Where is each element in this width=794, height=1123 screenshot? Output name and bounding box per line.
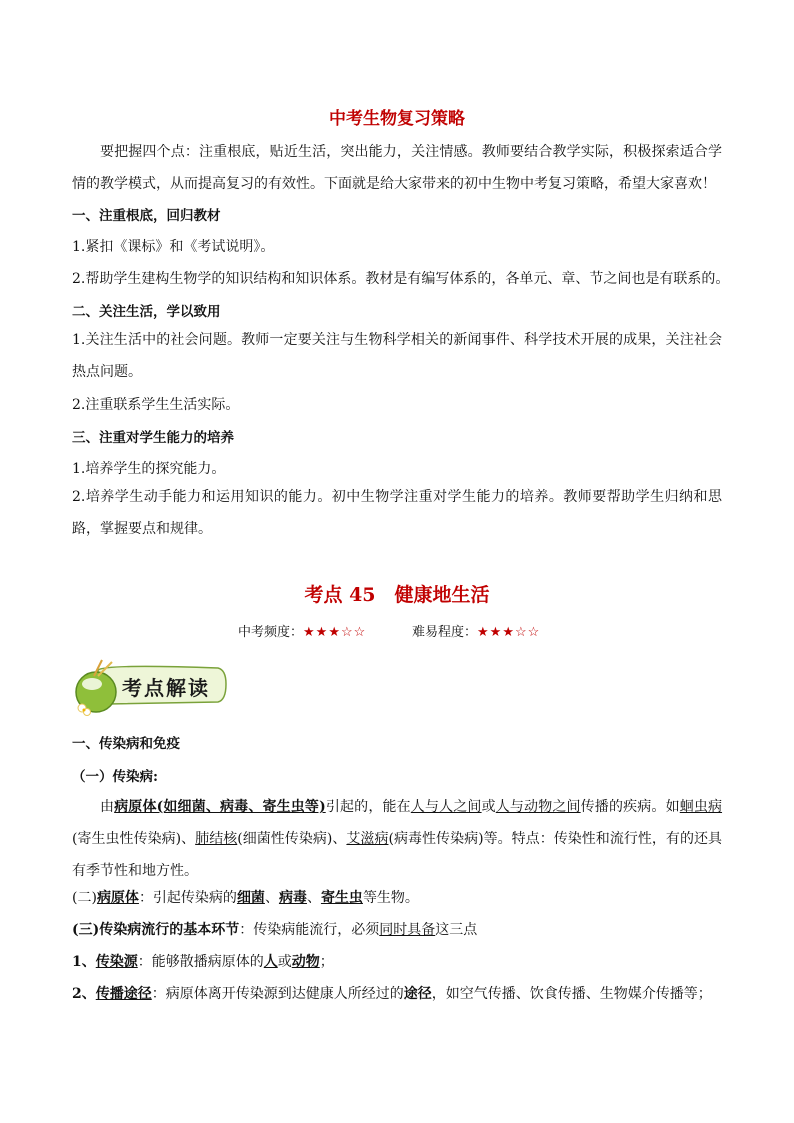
section-3-item-2: 2.培养学生动手能力和运用知识的能力。初中生物学注重对学生能力的培养。教师要帮助学生归纳和思路，掌握要点和规律。: [72, 489, 722, 537]
exam-frequency-stars-empty: ☆☆: [340, 625, 367, 640]
pathogen-line: (二)病原体：引起传染病的细菌、病毒、寄生虫等生物。: [72, 890, 419, 906]
term-tuberculosis: 肺结核: [195, 831, 238, 847]
difficulty-stars-empty: ☆☆: [514, 625, 541, 640]
infectious-disease-definition: 由病原体(如细菌、病毒、寄生虫等)引起的，能在人与人之间或人与动物之间传播的疾病。如蛔虫病(寄生虫性传染病)、肺结核(细菌性传染病)、艾滋病(病毒性传染病)等。特点：传染性和流行性，有的还具有季节性和地方性。: [72, 799, 723, 879]
kaodian-banner-label: 考点解读: [122, 676, 210, 700]
section-1-item-1: 1.紧扣《课标》和《考试说明》。: [72, 239, 275, 255]
term-aids: 艾滋病: [346, 831, 389, 847]
kaodian-banner: [68, 658, 228, 720]
exam-frequency: [238, 621, 366, 640]
term-person-to-animal: 人与动物之间: [495, 799, 581, 815]
infection-source-line: 1、传染源：能够散播病原体的人或动物；: [72, 954, 334, 970]
difficulty-stars-filled: ★★★: [477, 625, 515, 640]
exam-frequency-stars-filled: ★★★: [303, 625, 341, 640]
section-1-item-2: 2.帮助学生建构生物学的知识结构和知识体系。教材是有编写体系的，各单元、章、节之间也是有联系的。: [72, 271, 730, 287]
exam-frequency-label: 中考频度：: [238, 625, 304, 640]
term-person-to-person: 人与人之间: [410, 799, 482, 815]
section-2-heading: 二、关注生活，学以致用: [72, 304, 221, 320]
term-ascariasis: 蛔虫病: [679, 799, 723, 815]
difficulty-level: [412, 621, 540, 640]
transmission-steps-line: (三)传染病流行的基本环节：传染病能流行，必须同时具备这三点: [72, 922, 478, 938]
section-2-item-1: 1.关注生活中的社会问题。教师一定要关注与生物科学相关的新闻事件、科学技术开展的成果，关注社会热点问题。: [72, 332, 722, 380]
kaodian-title: 考点 45 健康地生活: [304, 584, 490, 606]
doc-title: 中考生物复习策略: [329, 109, 465, 129]
intro-paragraph: 要把握四个点：注重根底，贴近生活，突出能力，关注情感。教师要结合教学实际，积极探索适合学情的教学模式，从而提高复习的有效性。下面就是给大家带来的初中生物中考复习策略，希望大家喜欢！: [72, 144, 722, 192]
difficulty-label: 难易程度：: [412, 625, 478, 640]
section-3-item-1: 1.培养学生的探究能力。: [72, 461, 226, 477]
term-pathogen-examples: 病原体(如细菌、病毒、寄生虫等): [114, 799, 326, 815]
sec1-sub-heading: （一）传染病:: [72, 769, 158, 785]
section-3-heading: 三、注重对学生能力的培养: [72, 430, 234, 446]
sec1-heading: 一、传染病和免疫: [72, 736, 180, 752]
section-1-heading: 一、注重根底，回归教材: [72, 208, 221, 224]
transmission-route-line: 2、传播途径：病原体离开传染源到达健康人所经过的途径，如空气传播、饮食传播、生物媒介传播等；: [72, 986, 712, 1002]
section-2-item-2: 2.注重联系学生生活实际。: [72, 397, 240, 413]
